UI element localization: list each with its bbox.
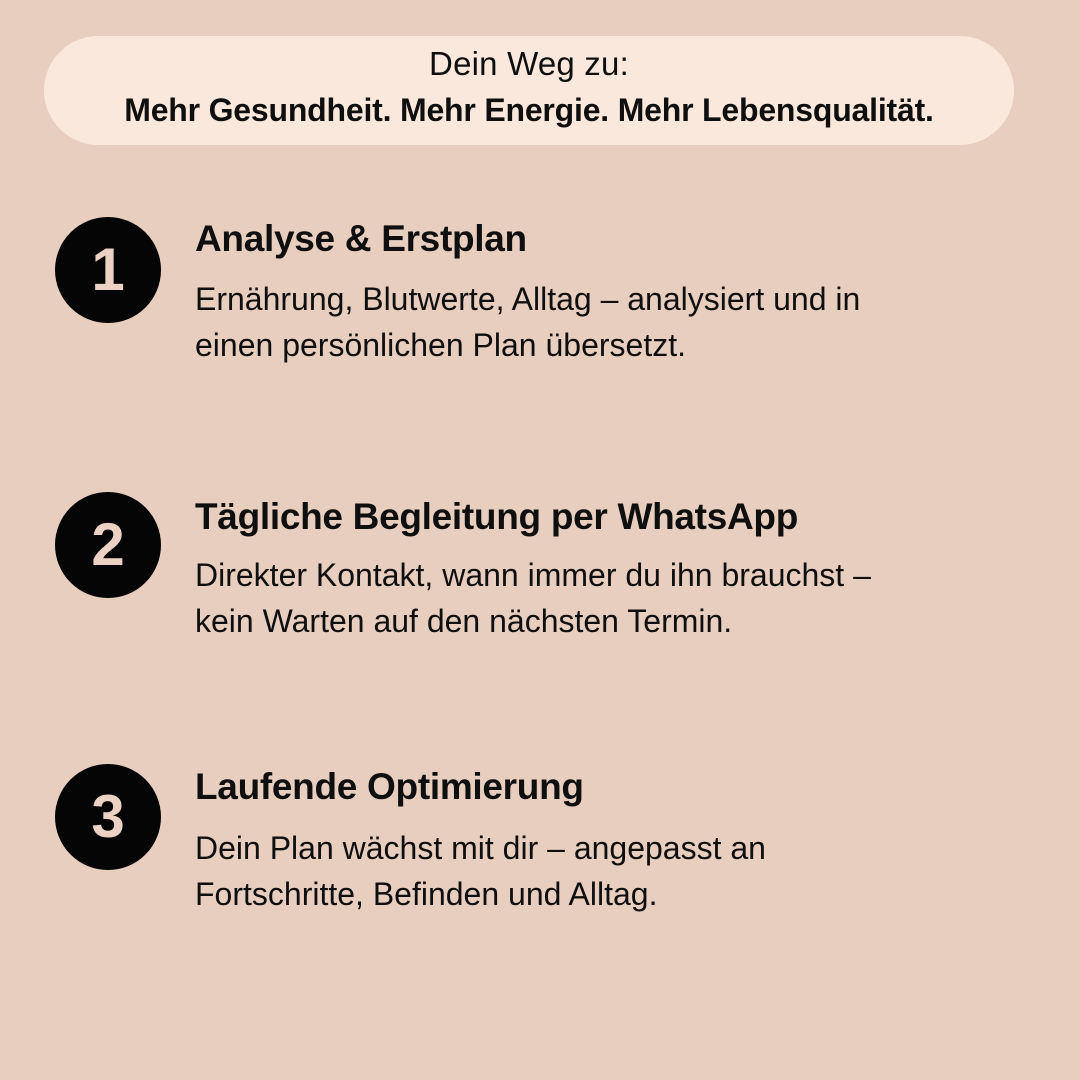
- header-tagline: Mehr Gesundheit. Mehr Energie. Mehr Lebensqualität.: [124, 92, 934, 128]
- step-2-description-line: kein Warten auf den nächsten Termin.: [195, 603, 733, 639]
- step-1-description-line: einen persönlichen Plan übersetzt.: [195, 327, 686, 363]
- step-1-number-badge: 1: [55, 217, 161, 323]
- step-3-title: Laufende Optimierung: [195, 766, 584, 807]
- step-3-description-line: Dein Plan wächst mit dir – angepasst an: [195, 830, 766, 866]
- step-2-description-line: Direkter Kontakt, wann immer du ihn brauchst –: [195, 557, 871, 593]
- step-1-description-line: Ernährung, Blutwerte, Alltag – analysiert und in: [195, 281, 861, 317]
- step-3-description-line: Fortschritte, Befinden und Alltag.: [195, 876, 658, 912]
- step-2-number-badge: 2: [55, 492, 161, 598]
- step-1-description: [195, 276, 1035, 368]
- step-1-title: Analyse & Erstplan: [195, 218, 527, 259]
- step-3-description: [195, 825, 1035, 917]
- step-2-description: [195, 552, 1035, 644]
- step-3-number-badge: 3: [55, 764, 161, 870]
- header-banner: [44, 36, 1014, 145]
- header-intro: Dein Weg zu:: [429, 45, 629, 82]
- step-2-title: Tägliche Begleitung per WhatsApp: [195, 496, 798, 537]
